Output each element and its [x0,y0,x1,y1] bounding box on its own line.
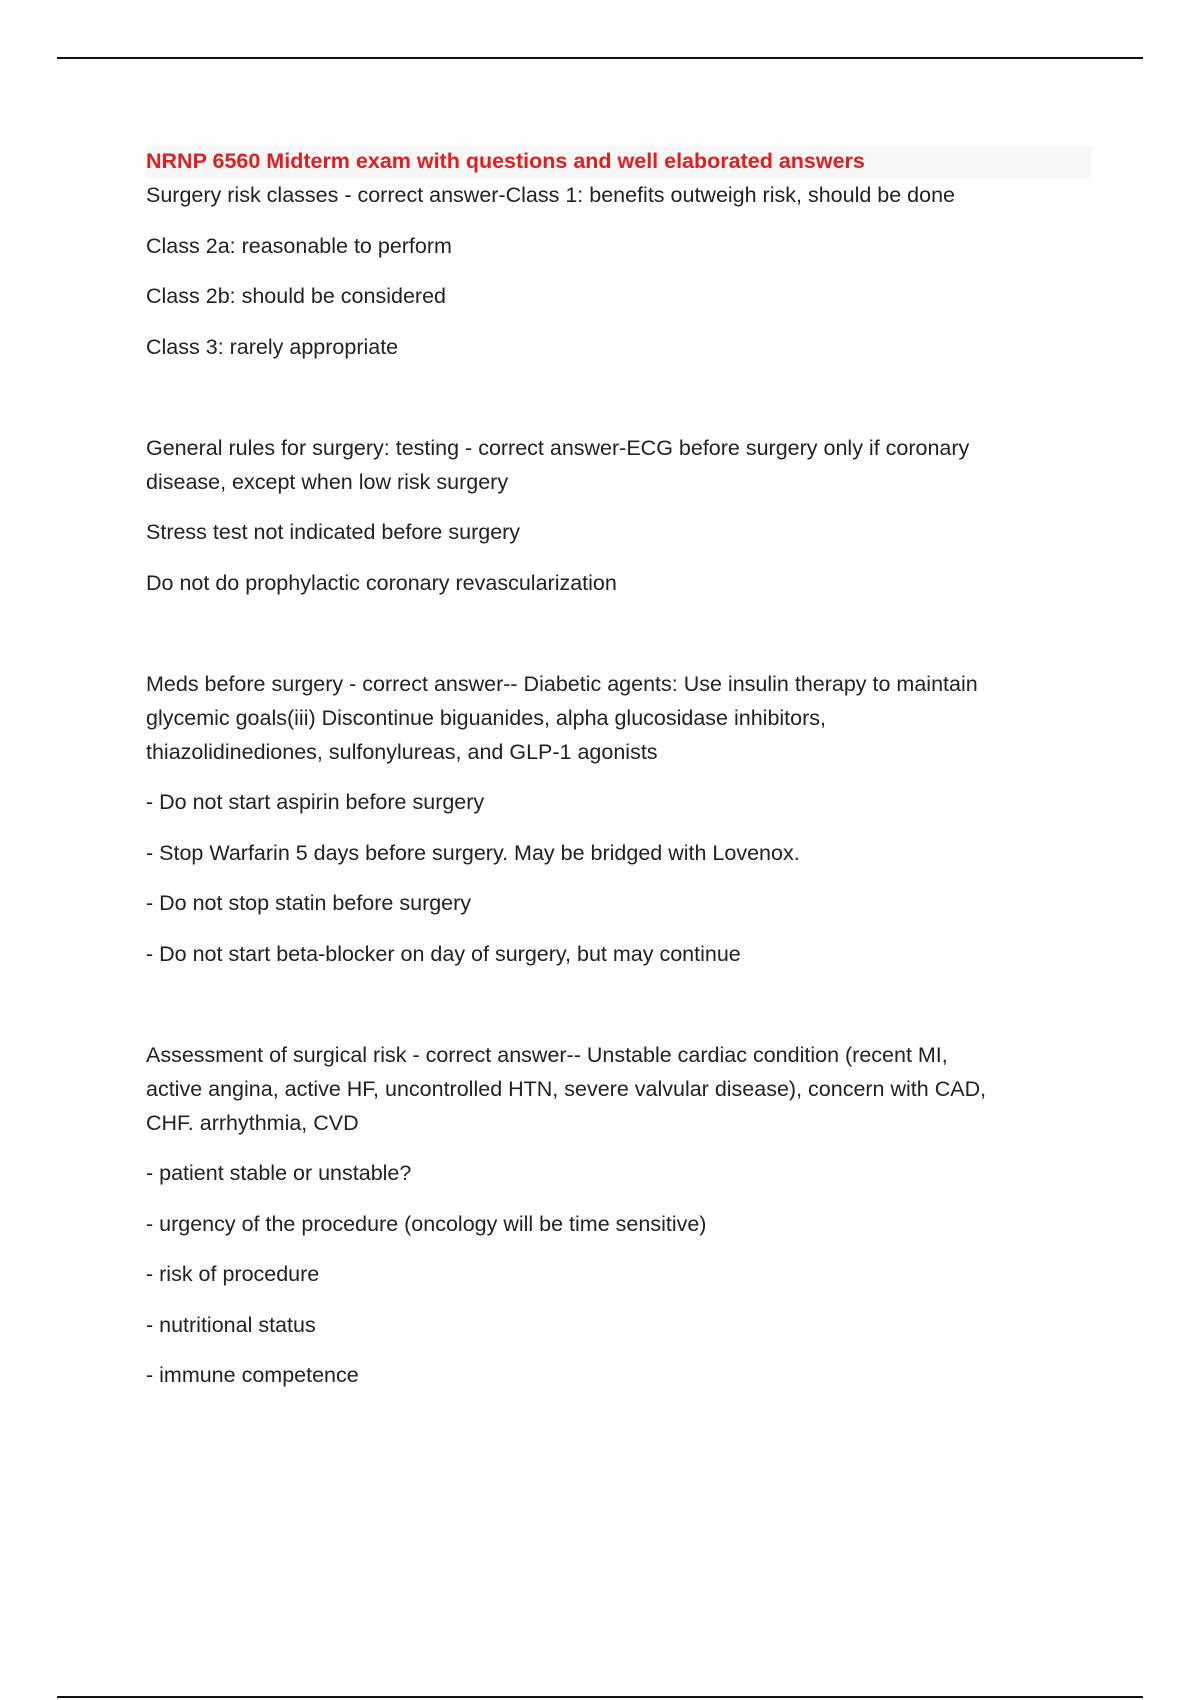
text-line: Class 2b: should be considered [146,284,446,308]
text-line: General rules for surgery: testing - correct answer-ECG before surgery only if coronary [146,435,970,460]
paragraph [146,330,1092,364]
text-line: Stress test not indicated before surgery [146,520,521,544]
text-line: - immune competence [146,1363,359,1387]
paragraph [146,836,1092,870]
section-general-rules-testing [146,431,1092,600]
section-assessment-surgical-risk [146,1038,1092,1393]
paragraph [146,1257,1092,1291]
text-line: - Do not start beta-blocker on day of surgery, but may continue [146,941,741,966]
text-line: - Do not stop statin before surgery [146,891,472,915]
text-line: - Do not start aspirin before surgery [146,790,485,814]
paragraph [146,937,1092,971]
text-line: CHF. arrhythmia, CVD [146,1110,359,1135]
text-line: Do not do prophylactic coronary revascularization [146,570,617,595]
section-surgery-risk-classes [146,178,1092,364]
paragraph [146,178,1092,212]
paragraph [146,515,1092,549]
text-line: active angina, active HF, uncontrolled HTN, severe valvular disease), concern with CAD, [146,1076,987,1101]
text-line: - risk of procedure [146,1262,320,1286]
paragraph [146,431,1092,499]
paragraph [146,1156,1092,1190]
text-line: Assessment of surgical risk - correct answer-- Unstable cardiac condition (recent MI, [146,1042,948,1067]
paragraph [146,785,1092,819]
paragraph [146,566,1092,600]
text-line: Meds before surgery - correct answer-- Diabetic agents: Use insulin therapy to maintain [146,671,978,696]
paragraph [146,1207,1092,1241]
text-line: - Stop Warfarin 5 days before surgery. May be bridged with Lovenox. [146,840,800,865]
paragraph [146,886,1092,920]
text-line: disease, except when low risk surgery [146,469,509,494]
document-body [146,146,1092,1392]
text-line: - patient stable or unstable? [146,1161,412,1185]
text-line: Surgery risk classes - correct answer-Class 1: benefits outweigh risk, should be done [146,183,955,207]
text-line: - urgency of the procedure (oncology will be time sensitive) [146,1211,707,1236]
text-line: Class 2a: reasonable to perform [146,233,452,258]
text-line: Class 3: rarely appropriate [146,334,399,359]
paragraph [146,1038,1092,1140]
paragraph [146,1308,1092,1342]
text-line: thiazolidinediones, sulfonylureas, and GLP-1 agonists [146,739,658,764]
paragraph [146,279,1092,313]
paragraph [146,667,1092,769]
paragraph [146,229,1092,263]
text-line: - nutritional status [146,1312,316,1337]
top-rule [57,57,1143,59]
document-title: NRNP 6560 Midterm exam with questions and well elaborated answers [146,146,1092,178]
section-meds-before-surgery [146,667,1092,971]
bottom-rule [57,1696,1143,1698]
paragraph [146,1358,1092,1392]
text-line: glycemic goals(iii) Discontinue biguanides, alpha glucosidase inhibitors, [146,705,827,730]
